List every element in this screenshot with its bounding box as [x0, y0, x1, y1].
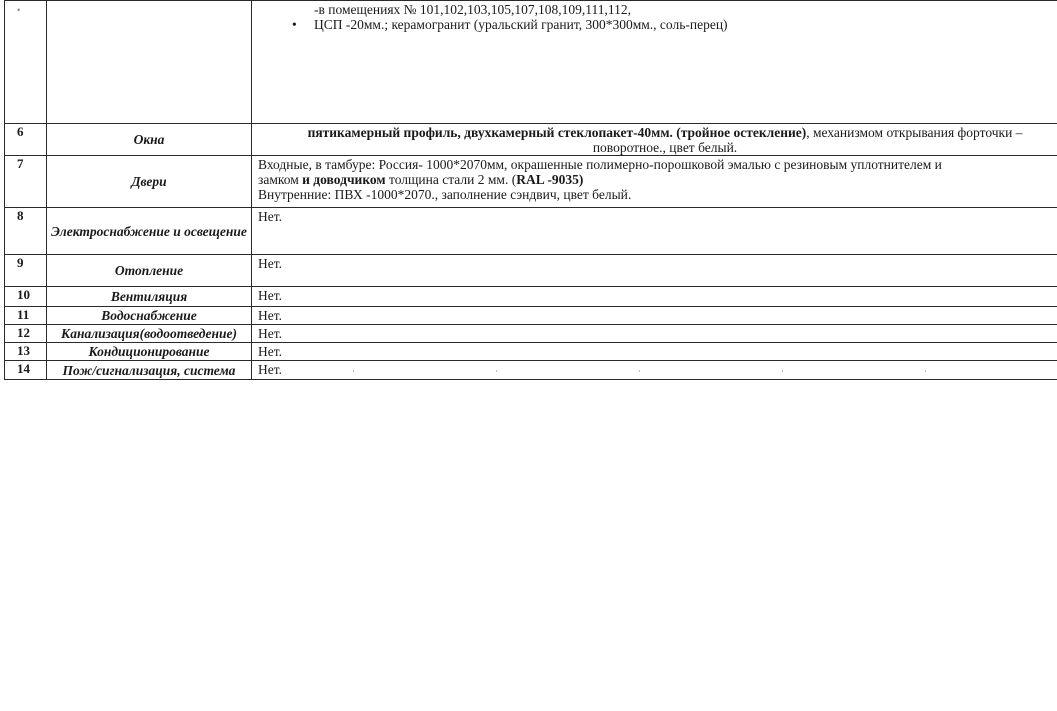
table-row-electricity	[5, 208, 1057, 255]
row-number: •	[17, 5, 21, 15]
row-description-cell	[252, 124, 1057, 156]
row-name: Двери	[47, 156, 252, 208]
specification-table	[4, 0, 1057, 380]
row-number-cell	[5, 1, 47, 124]
description-bold: RAL -9035)	[516, 172, 584, 187]
table-row-fire-alarm	[5, 361, 1057, 380]
row-description: Нет.	[252, 307, 1057, 325]
scan-speck: ·	[352, 366, 356, 376]
row-number: 9	[5, 255, 47, 287]
row-description: Нет.	[252, 287, 1057, 307]
table-row-sewerage	[5, 325, 1057, 343]
table-row-water-supply	[5, 307, 1057, 325]
description-bold: пятикамерный профиль, двухкамерный стеклопакет-40мм. (тройное остекление)	[307, 125, 807, 140]
row-number: 6	[5, 124, 47, 156]
description-text: , механизмом открывания форточки –	[806, 125, 1023, 140]
row-name: Кондиционирование	[47, 343, 252, 361]
row-number: 10	[5, 287, 47, 307]
row-number: 8	[5, 208, 47, 255]
row-name: Окна	[47, 124, 252, 156]
row-name: Водоснабжение	[47, 307, 252, 325]
row-description-cell	[252, 156, 1057, 208]
row-description: Нет.	[252, 255, 1057, 287]
row-description: Нет.	[258, 362, 283, 377]
row-name: Электроснабжение и освещение	[47, 208, 252, 255]
row-name: Отопление	[47, 255, 252, 287]
row-name: Канализация(водоотведение)	[47, 325, 252, 343]
row-number: 7	[5, 156, 47, 208]
bullet-icon: •	[292, 17, 297, 32]
row-number: 11	[5, 307, 47, 325]
row-description: Нет.	[252, 325, 1057, 343]
row-description-cell	[252, 1, 1057, 124]
row-number: 12	[5, 325, 47, 343]
table-row-windows	[5, 124, 1057, 156]
description-line	[258, 172, 1057, 187]
description-line	[258, 125, 1057, 140]
description-text: замком	[258, 172, 303, 187]
table-row-heating	[5, 255, 1057, 287]
table-row-continued	[5, 1, 1057, 124]
description-line: Входные, в тамбуре: Россия- 1000*2070мм, окрашенные полимерно-порошковой эмалью с резиновым уплотнителем и	[258, 157, 942, 172]
table-row-ventilation	[5, 287, 1057, 307]
row-name: Пож/сигнализация, система	[47, 361, 252, 380]
scan-speck: ·	[638, 366, 642, 376]
table-row-doors	[5, 156, 1057, 208]
description-line: Внутренние: ПВХ -1000*2070., заполнение сэндвич, цвет белый.	[258, 187, 632, 202]
bullet-item-text: ЦСП -20мм.; керамогранит (уральский гранит, 300*300мм., соль-перец)	[314, 17, 728, 32]
row-name-cell	[47, 1, 252, 124]
scan-speck: ·	[924, 366, 928, 376]
row-description: Нет.	[252, 343, 1057, 361]
row-number: 13	[5, 343, 47, 361]
description-bold: и доводчиком	[302, 172, 386, 187]
row-number: 14	[5, 361, 47, 380]
row-name: Вентиляция	[47, 287, 252, 307]
table-row-air-conditioning	[5, 343, 1057, 361]
description-line: поворотное., цвет белый.	[592, 140, 738, 155]
description-line: -в помещениях № 101,102,103,105,107,108,109,111,112,	[314, 2, 632, 17]
scan-speck: ·	[781, 366, 785, 376]
bullet-item	[258, 17, 1057, 32]
row-description-cell	[252, 361, 1057, 380]
row-description: Нет.	[252, 208, 1057, 255]
scan-speck: ·	[495, 366, 499, 376]
description-text: толщина стали 2 мм. (	[385, 172, 517, 187]
